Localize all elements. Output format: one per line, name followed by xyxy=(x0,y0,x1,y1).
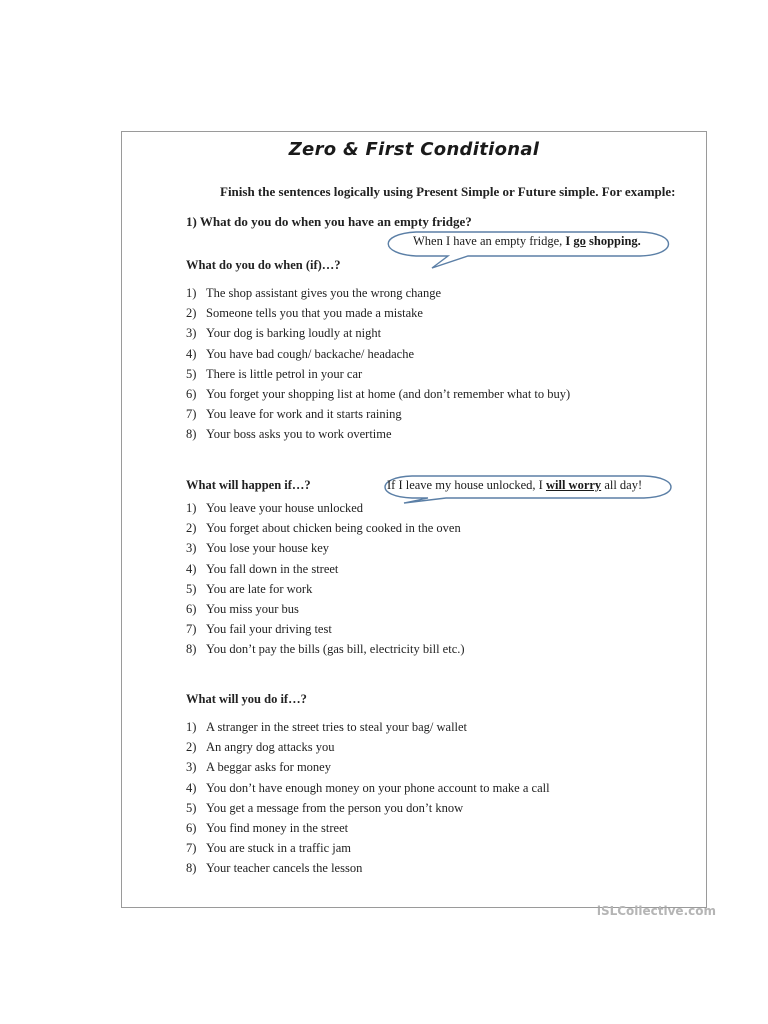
item-text: You are late for work xyxy=(206,581,313,596)
item-number: 4) xyxy=(186,561,197,576)
item-number: 6) xyxy=(186,820,197,835)
list-item xyxy=(186,838,550,858)
item-number: 8) xyxy=(186,861,197,876)
item-text: You forget your shopping list at home (and don’t remember what to buy) xyxy=(206,386,571,401)
item-number: 5) xyxy=(186,581,197,596)
bubble-1-bold-start: I xyxy=(562,234,574,248)
list-item xyxy=(186,404,570,424)
item-text: You don’t have enough money on your phone account to make a call xyxy=(206,780,550,795)
item-text: You don’t pay the bills (gas bill, electricity bill etc.) xyxy=(206,642,465,657)
item-text: You are stuck in a traffic jam xyxy=(206,841,351,856)
instruction-text: Finish the sentences logically using Present Simple or Future simple. For example: xyxy=(220,184,676,199)
item-number: 6) xyxy=(186,601,197,616)
list-item xyxy=(186,858,550,878)
item-text: You fall down in the street xyxy=(206,561,339,576)
item-number: 6) xyxy=(186,386,197,401)
item-text: You have bad cough/ backache/ headache xyxy=(206,346,415,361)
item-text: You lose your house key xyxy=(206,541,330,556)
item-number: 2) xyxy=(186,740,197,755)
item-text: An angry dog attacks you xyxy=(206,740,335,755)
item-number: 8) xyxy=(186,427,197,442)
item-number: 7) xyxy=(186,622,197,637)
list-item xyxy=(186,538,465,558)
list-item xyxy=(186,344,570,364)
list-item xyxy=(186,323,570,343)
list-item xyxy=(186,619,465,639)
item-number: 2) xyxy=(186,306,197,321)
item-number: 3) xyxy=(186,326,197,341)
item-text: There is little petrol in your car xyxy=(206,366,363,381)
item-text: A stranger in the street tries to steal your bag/ wallet xyxy=(206,720,468,734)
bubble-2-bold-underlined: will worry xyxy=(545,478,602,492)
list-item xyxy=(186,798,550,818)
section-1-title: What do you do when (if)…? xyxy=(186,258,341,272)
list-item xyxy=(186,778,550,798)
list-item xyxy=(186,283,570,303)
item-text: You forget about chicken being cooked in the oven xyxy=(206,521,461,536)
example-question: 1) What do you do when you have an empty fridge? xyxy=(186,214,472,229)
item-number: 2) xyxy=(186,521,197,536)
bubble-1-text xyxy=(413,234,641,249)
list-item xyxy=(186,303,570,323)
list-item xyxy=(186,424,570,444)
example-speech-bubble xyxy=(376,230,680,270)
item-text: Your boss asks you to work overtime xyxy=(206,427,392,442)
bubble-1-before: When I have an empty fridge, xyxy=(413,234,563,248)
item-text: Your teacher cancels the lesson xyxy=(206,861,363,876)
item-number: 5) xyxy=(186,366,197,381)
item-number: 4) xyxy=(186,780,197,795)
bubble-1-bold-underlined: go xyxy=(573,234,586,248)
item-text: Someone tells you that you made a mistake xyxy=(206,306,423,321)
item-number: 3) xyxy=(186,760,197,775)
item-number: 8) xyxy=(186,642,197,657)
item-text: A beggar asks for money xyxy=(206,760,331,775)
item-number: 1) xyxy=(186,720,197,734)
list-item xyxy=(186,579,465,599)
list-item xyxy=(186,599,465,619)
item-text: You miss your bus xyxy=(206,601,299,616)
item-text: You get a message from the person you don’t know xyxy=(206,800,464,815)
list-item xyxy=(186,639,465,659)
item-number: 1) xyxy=(186,286,197,300)
list-item xyxy=(186,384,570,404)
item-text: Your dog is barking loudly at night xyxy=(206,326,382,341)
section-2-list xyxy=(186,498,465,660)
list-item xyxy=(186,717,550,737)
section-3-list xyxy=(186,717,550,879)
item-number: 3) xyxy=(186,541,197,556)
item-number: 7) xyxy=(186,841,197,856)
bubble-1-bold-end: shopping. xyxy=(585,234,641,248)
list-item xyxy=(186,364,570,384)
item-text: You leave your house unlocked xyxy=(206,501,364,515)
list-item xyxy=(186,818,550,838)
list-item xyxy=(186,757,550,777)
item-text: You leave for work and it starts raining xyxy=(206,407,402,422)
item-text: You find money in the street xyxy=(206,820,349,835)
islcollective-watermark: iSLCollective.com xyxy=(596,904,716,918)
bubble-2-before: If I leave my house unlocked, I xyxy=(387,478,546,492)
item-number: 4) xyxy=(186,346,197,361)
bubble-2-text xyxy=(387,478,642,493)
list-item xyxy=(186,518,465,538)
item-number: 5) xyxy=(186,800,197,815)
item-text: You fail your driving test xyxy=(206,622,332,637)
item-text: The shop assistant gives you the wrong change xyxy=(206,286,442,300)
section-1-list xyxy=(186,283,570,445)
item-number: 7) xyxy=(186,407,197,422)
section-3-title: What will you do if…? xyxy=(186,692,307,706)
list-item xyxy=(186,559,465,579)
bubble-2-after: all day! xyxy=(601,478,643,492)
item-number: 1) xyxy=(186,501,197,515)
section-2-title: What will happen if…? xyxy=(186,478,311,492)
worksheet-title: Zero & First Conditional xyxy=(288,139,540,160)
list-item xyxy=(186,498,465,518)
list-item xyxy=(186,737,550,757)
worksheet-page xyxy=(121,131,707,908)
